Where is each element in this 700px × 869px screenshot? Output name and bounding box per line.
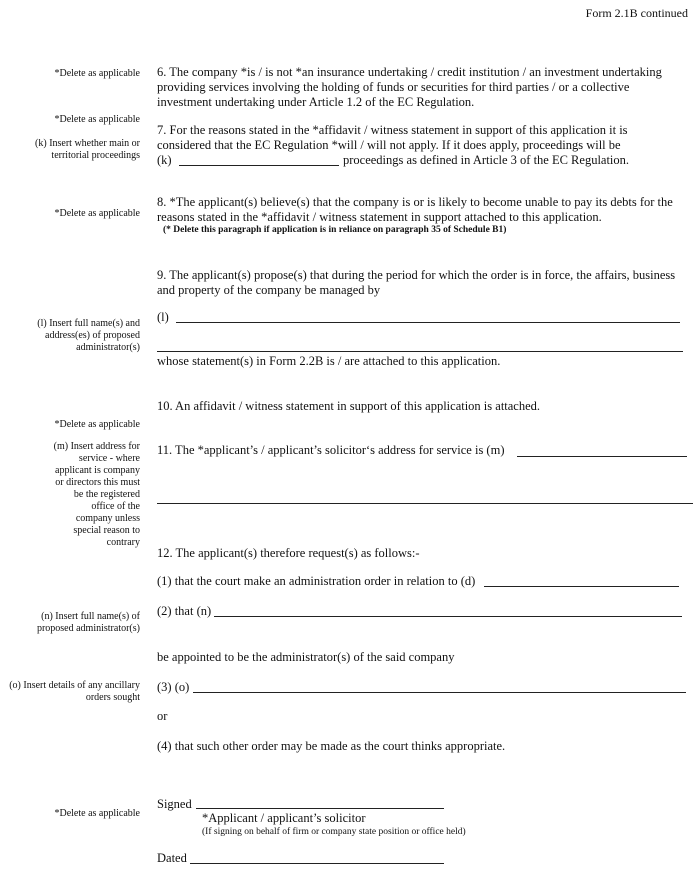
margin-note-l <box>0 318 140 354</box>
margin-note-k <box>0 138 140 162</box>
paragraph-8-line: 8. *The applicant(s) believe(s) that the company is or is likely to become unable to pay its debts for the <box>157 195 673 209</box>
company-name-blank[interactable] <box>484 586 679 587</box>
administrator-address-blank[interactable] <box>157 351 683 352</box>
proposed-administrator-blank[interactable] <box>214 616 682 617</box>
service-address-blank[interactable] <box>517 456 687 457</box>
signature-field[interactable] <box>196 808 444 809</box>
margin-note-delete: *Delete as applicable <box>54 419 140 430</box>
margin-note-line: proposed administrator(s) <box>36 623 140 634</box>
paragraph-9-line: and property of the company be managed by <box>157 283 381 297</box>
paragraph-8 <box>157 195 673 225</box>
paragraph-8-note: (* Delete this paragraph if application is in reliance on paragraph 35 of Schedule B1) <box>163 225 507 235</box>
margin-note-n <box>0 611 140 635</box>
request-or: or <box>157 709 168 723</box>
margin-note-o <box>0 680 140 704</box>
date-field[interactable] <box>190 863 444 864</box>
margin-note-line: contrary <box>106 537 140 548</box>
paragraph-6-line: providing services involving the holding of funds or securities for third parties / or a collective <box>157 80 630 94</box>
margin-note-line: office of the <box>91 501 140 512</box>
margin-note-line: address(es) of proposed <box>45 330 140 341</box>
paragraph-12-intro: 12. The applicant(s) therefore request(s) as follows:- <box>157 546 420 560</box>
margin-note-line: (l) Insert full name(s) and <box>37 318 140 329</box>
service-address-blank-2[interactable] <box>157 503 693 504</box>
margin-note-line: service - where <box>78 453 140 464</box>
ancillary-orders-blank[interactable] <box>193 692 686 693</box>
margin-note-line: company unless <box>75 513 140 524</box>
margin-note-m <box>0 441 140 549</box>
paragraph-9 <box>157 268 675 298</box>
signing-note: (If signing on behalf of firm or company state position or office held) <box>202 827 466 837</box>
margin-note-delete: *Delete as applicable <box>54 114 140 125</box>
dated-label: Dated <box>157 851 187 865</box>
paragraph-7-line: proceedings as defined in Article 3 of the EC Regulation. <box>343 153 630 167</box>
main-or-territorial-blank[interactable] <box>179 165 339 166</box>
margin-note-delete: *Delete as applicable <box>54 208 140 219</box>
signed-label: Signed <box>157 797 192 811</box>
request-item-4: (4) that such other order may be made as the court thinks appropriate. <box>157 739 506 753</box>
margin-note-line: orders sought <box>85 692 140 703</box>
signatory-role: *Applicant / applicant’s solicitor <box>202 811 366 825</box>
paragraph-6 <box>157 65 662 110</box>
paragraph-7-line: 7. For the reasons stated in the *affidavit / witness statement in support of this application it is <box>157 123 628 137</box>
paragraph-7-line: considered that the EC Regulation *will / will not apply. If it does apply, proceedings will be <box>157 138 621 152</box>
margin-note-line: special reason to <box>73 525 140 536</box>
paragraph-9-after: whose statement(s) in Form 2.2B is / are attached to this application. <box>157 354 501 368</box>
paragraph-9-l-ref: (l) <box>157 310 169 324</box>
request-item-3: (3) (o) <box>157 680 190 694</box>
margin-note-delete: *Delete as applicable <box>54 808 140 819</box>
paragraph-6-line: investment undertaking under Article 1.2 of the EC Regulation. <box>157 95 475 109</box>
administrator-name-blank[interactable] <box>176 322 680 323</box>
paragraph-6-line: 6. The company *is / is not *an insurance undertaking / credit institution / an investment undertaking <box>157 65 662 79</box>
margin-note-line: (o) Insert details of any ancillary <box>9 680 140 691</box>
request-item-1: (1) that the court make an administration order in relation to (d) <box>157 574 476 588</box>
margin-note-line: administrator(s) <box>76 342 140 353</box>
paragraph-8-line: reasons stated in the *affidavit / witness statement in support attached to this application. <box>157 210 602 224</box>
margin-note-line: be the registered <box>73 489 140 500</box>
margin-note-line: (k) Insert whether main or <box>35 138 140 149</box>
margin-note-line: (n) Insert full name(s) of <box>41 611 140 622</box>
margin-note-line: applicant is company <box>55 465 140 476</box>
paragraph-11: 11. The *applicant’s / applicant’s solicitor‘s address for service is (m) <box>157 443 505 457</box>
margin-note-line: territorial proceedings <box>51 150 140 161</box>
margin-note-line: (m) Insert address for <box>53 441 140 452</box>
margin-note-line: or directors this must <box>55 477 140 488</box>
paragraph-7-k-ref: (k) <box>157 153 172 167</box>
paragraph-7 <box>157 123 628 153</box>
request-appointed: be appointed to be the administrator(s) of the said company <box>157 650 455 664</box>
paragraph-10: 10. An affidavit / witness statement in support of this application is attached. <box>157 399 541 413</box>
form-label: Form 2.1B continued <box>585 6 688 20</box>
margin-note-delete: *Delete as applicable <box>54 68 140 79</box>
request-item-2: (2) that (n) <box>157 604 212 618</box>
paragraph-9-line: 9. The applicant(s) propose(s) that during the period for which the order is in force, the affairs, business <box>157 268 676 282</box>
